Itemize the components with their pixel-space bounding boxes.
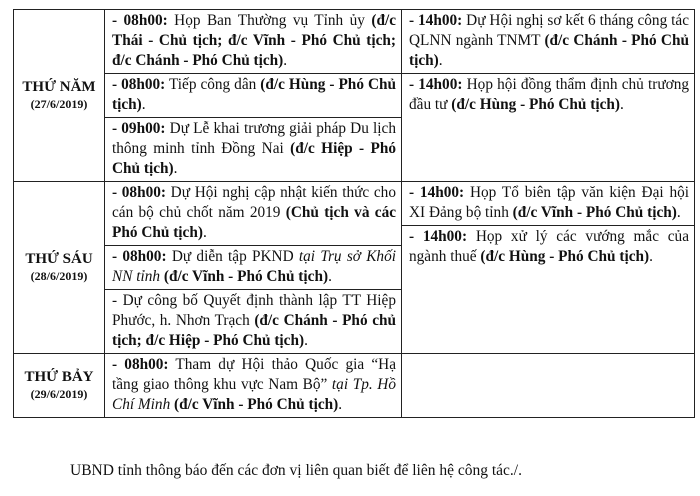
text: . (338, 396, 343, 413)
morning-cell (105, 182, 402, 354)
bold-text: (đ/c Hùng - Phó Chủ tịch) (451, 96, 620, 113)
afternoon-cell (402, 182, 695, 354)
afternoon-cell (402, 354, 695, 418)
day-name: THỨ BẢY (24, 369, 94, 385)
bold-text: (đ/c Vĩnh - Phó Chủ tịch) (174, 396, 339, 413)
day-cell (14, 354, 105, 418)
text: Tham dự Hội thảo Quốc gia “Hạ tầng giao thông khu vực Nam Bộ” (112, 356, 396, 393)
schedule-item (105, 246, 401, 290)
text: . (202, 224, 207, 241)
bold-text: - 09h00: (112, 120, 166, 137)
bold-text: - 08h00: (112, 248, 167, 265)
text: Dự diễn tập PKND (166, 248, 299, 265)
schedule-item (402, 10, 694, 74)
schedule-table (13, 9, 695, 418)
bold-text: (đ/c Vĩnh - Phó Chủ tịch) (163, 268, 329, 285)
afternoon-cell (402, 10, 695, 182)
text: Họp Tổ biên tập văn kiện Đại hội XI Đảng bộ tỉnh (409, 184, 689, 221)
bold-text: - 14h00: (409, 76, 463, 93)
bold-text: (đ/c Thái - Chủ tịch; đ/c Vĩnh - Phó Chủ tịch; đ/c Chánh - Phó Chủ tịch) (112, 12, 396, 69)
day-name: THỨ NĂM (22, 79, 96, 95)
text: . (649, 248, 653, 265)
text: . (438, 52, 443, 69)
text: . (173, 160, 178, 177)
morning-cell (105, 354, 402, 418)
text: . (676, 204, 681, 221)
text: . (620, 96, 624, 113)
bold-text: (đ/c Chánh - Phó chủ tịch; đ/c Hiệp - Phó Chủ tịch) (112, 312, 396, 349)
schedule-row-thursday (14, 10, 695, 182)
text: - Dự công bố Quyết định thành lập TT Hiệp Phước, h. Nhơn Trạch (112, 292, 396, 329)
schedule-item (105, 290, 401, 353)
bold-text: - 08h00: (112, 12, 168, 29)
text: Họp Ban Thường vụ Tỉnh ủy (167, 12, 372, 29)
bold-text: - 14h00: (409, 184, 465, 201)
bold-text: - 14h00: (409, 12, 463, 29)
day-date: (28/6/2019) (30, 269, 88, 283)
text: Tiếp công dân (165, 76, 261, 93)
text: . (141, 96, 146, 113)
day-date: (27/6/2019) (30, 97, 88, 111)
day-name: THỨ SÁU (25, 251, 93, 267)
schedule-item (402, 74, 694, 117)
text: Họp hội đồng thẩm định chủ trương đầu tư (409, 76, 689, 113)
bold-text: (đ/c Hùng - Phó Chủ tịch) (480, 248, 650, 265)
text: . (304, 332, 308, 349)
schedule-item (105, 354, 401, 417)
bold-text: - 08h00: (112, 76, 166, 93)
text: . (283, 52, 288, 69)
day-cell (14, 10, 105, 182)
text: Họp xử lý các vướng mắc của ngành thuế (409, 228, 689, 265)
bold-text: (đ/c Hiệp - Phó Chủ tịch) (112, 140, 396, 177)
italic-text: tại Tp. Hồ Chí Minh (112, 376, 396, 413)
bold-text: (đ/c Vĩnh - Phó Chủ tịch) (512, 204, 677, 221)
bold-text: (đ/c Hùng - Phó Chủ tịch) (112, 76, 397, 113)
italic-text: tại Trụ sở Khối NN tỉnh (112, 248, 396, 285)
schedule-item (105, 118, 401, 181)
schedule-item (402, 182, 694, 226)
text: Dự Hội nghị cập nhật kiến thức cho cán bộ chủ chốt năm 2019 (112, 184, 396, 221)
bold-text: - 08h00: (112, 356, 169, 373)
text: Dự Lễ khai trương giải pháp Du lịch thông minh tỉnh Đồng Nai (112, 120, 396, 157)
text: . (328, 268, 332, 285)
schedule-item (105, 182, 401, 246)
bold-text: (đ/c Chánh - Phó Chủ tịch) (409, 32, 689, 69)
bold-text: (Chủ tịch và các Phó Chủ tịch) (112, 204, 397, 241)
morning-cell (105, 10, 402, 182)
bold-text: - 08h00: (112, 184, 166, 201)
schedule-row-saturday (14, 354, 695, 418)
schedule-item (105, 10, 401, 74)
footer-note: UBND tỉnh thông báo đến các đơn vị liên quan biết để liên hệ công tác./. (70, 462, 522, 479)
day-date: (29/6/2019) (30, 387, 88, 401)
schedule-row-friday (14, 182, 695, 354)
schedule-item (402, 226, 694, 269)
day-cell (14, 182, 105, 354)
schedule-item (105, 74, 401, 118)
bold-text: - 14h00: (409, 228, 468, 245)
text: Dự Hội nghị sơ kết 6 tháng công tác QLNN ngành TNMT (409, 12, 689, 49)
